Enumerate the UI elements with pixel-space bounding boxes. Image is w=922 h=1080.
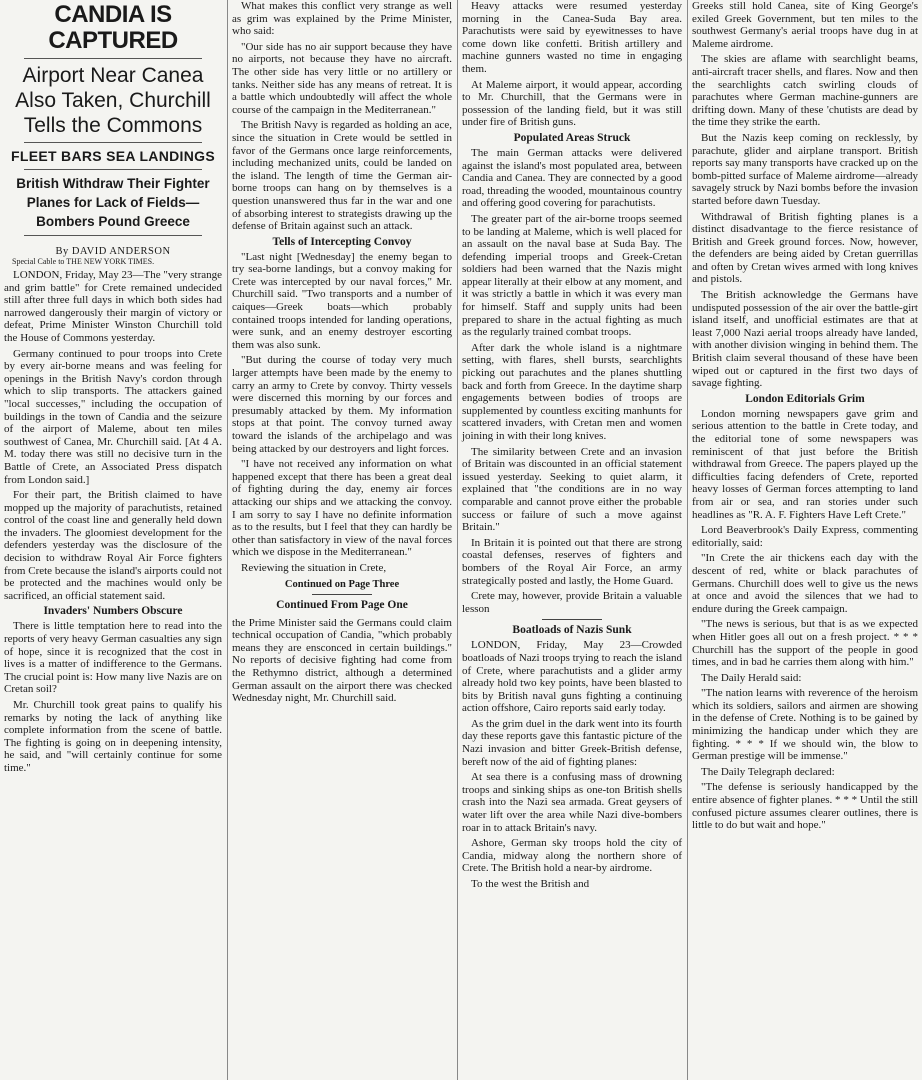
column-3 (458, 0, 686, 1080)
article-paragraph: The British Navy is regarded as holding an ace, since the situation in Crete would be settled in favor of the Germans once large reinforcements, including mechanized units, could be landed on the island. The length of time the German air-borne troops can hang on by themselves is a question unanswered thus far in the war and one of absorbing interest to strategists drawing up the defense of Britain against such an attack. (232, 119, 452, 233)
article-paragraph: At Maleme airport, it would appear, according to Mr. Churchill, that the Germans were in possession of the landing field, but it was still under fire of British guns. (462, 78, 682, 129)
article-paragraph: LONDON, Friday, May 23—Crowded boatloads of Nazi troops trying to reach the island of Crete, where parachutists and a glider army already hold two key points, have been blasted to bits by British naval guns fighting a continuing action offshore, Cairo reports said early today. (462, 639, 682, 715)
column-1 (0, 0, 226, 1080)
article-paragraph: London morning newspapers gave grim and serious attention to the battle in Crete today, and the editorial tone of some newspapers was reminiscent of that just before the British withdrawal from Greece. The papers played up the difficulties facing defenders of Crete, reported heavy losses of German forces attempting to land from air or sea, and ran stories under such headlines as "R. A. F. Fighters Have Left Crete." (692, 407, 918, 521)
deck-headline-2: FLEET BARS SEA LANDINGS (11, 148, 215, 164)
headline-divider (24, 235, 202, 236)
article-paragraph: In Britain it is pointed out that there are strong coastal defenses, reserves of fighters and bombers of the Royal Air Force, an army strategically posted and lastly, the Home Guard. (462, 536, 682, 587)
article-paragraph: "The news is serious, but that is as we expected when Hitler goes all out on a fresh project. * * * Churchill has the support of the people in good times, and in bad he carries them along with him." (692, 618, 918, 669)
article-paragraph: The skies are aflame with searchlight beams, anti-aircraft tracer shells, and flares. Now and then the searchlights catch swirling clouds of parachutes where German machine-gunners are drifting down. Many of these 'chutists are dead by the time they strike the earth. (692, 53, 918, 129)
article-paragraph: The main German attacks were delivered against the island's most populated area, between Candia and Canea. They are connected by a good road, threading the wooded, mountainous country and offering good covering for parachutists. (462, 146, 682, 210)
article-paragraph: The similarity between Crete and an invasion of Britain was discounted in an official statement issued yesterday. Seeking to quiet alarm, it explained that "the conditions are in no way comparable and cannot prove either the probable success or failure of such a move against Britain." (462, 445, 682, 534)
article-paragraph: "The nation learns with reverence of the heroism which its soldiers, sailors and airmen are showing in the defense of Crete. Nothing is to be gained by minimizing the handicap under which they are fighting. * * * If we should win, the blow to German prestige will be immense." (692, 687, 918, 763)
article-paragraph: The Daily Telegraph declared: (701, 765, 835, 778)
article-paragraph: LONDON, Friday, May 23—The "very strange and grim battle" for Crete remained undecided still after three full days in which both sides had narrowed dangerously their margin of victory or defeat, Prime Minister Winston Churchill told the House of Commons yesterday. (4, 269, 222, 344)
article-paragraph: Germany continued to pour troops into Crete by every air-borne means and was feeling for openings in the British Navy's cordon through which to slip transports. The attackers gained "local successes," including the occupation of buildings in the town of Candia and the seizure of the airport of Maleme, about ten miles southwest of Canea, Mr. Churchill said. [At 4 A. M. today there was still no decisive turn in the Battle of Crete, an Associated Press dispatch from London said.] (4, 347, 222, 486)
article-paragraph: What makes this conflict very strange as well as grim was explained by the Prime Minister, who said: (232, 0, 452, 38)
deck-headline-1: Airport Near Canea Also Taken, Churchill Tells the Commons (15, 64, 211, 137)
article-paragraph: As the grim duel in the dark went into its fourth day these reports gave this fantastic picture of the Nazi invasion and bitter Greek-British defense, bereft now of the aid of fighting planes: (462, 717, 682, 768)
continued-on-line: Continued on Page Three (284, 578, 400, 590)
article-paragraph: The Daily Herald said: (701, 671, 802, 684)
subheading: Populated Areas Struck (513, 131, 631, 144)
continued-from-heading: Continued From Page One (276, 598, 408, 611)
article-paragraph: Lord Beaverbrook's Daily Express, commenting editorially, said: (692, 524, 918, 549)
column-4 (688, 0, 922, 1080)
deck-headline-3: British Withdraw Their Fighter Planes for Lack of Fields—Bombers Pound Greece (16, 176, 210, 229)
article-paragraph: Reviewing the situation in Crete, (241, 561, 387, 574)
article-paragraph: the Prime Minister said the Germans could claim technical occupation of Candia, "which probably means they are ensconced in certain buildings." No reports of decisive fighting had come from the Rethymno district, although a determined German assault on the airport there was checked Wednesday night, Mr. Churchill said. (232, 616, 452, 705)
subheading: Tells of Intercepting Convoy (272, 235, 412, 248)
headline-divider (24, 142, 202, 143)
article-paragraph: The greater part of the air-borne troops seemed to be landing at Maleme, which is well placed for an assault on the naval base at Suda Bay. The defending imperial troops and Greek-Cretan soldiers had been warned that the Nazis might appear literally at their elbow at any moment, and it was strictly a battle in which it was every man for himself. Staff and supply units had been prepared to share in the actual fighting as much as the regularly trained combat troops. (462, 212, 682, 339)
article-paragraph: "Our side has no air support because they have no airports, not because they have no aircraft. The other side has very little or no artillery or tanks. Neither side has any means of retreat. It is a battle which undoubtedly will affect the whole course of the campaign in the Mediterranean." (232, 40, 452, 116)
article-paragraph: For their part, the British claimed to have mopped up the majority of parachutists, retained control of the coast line and generally held down the invaders. The gloomiest development for the defenders yesterday was the disclosure of the decision to withdraw Royal Air Force fighters from Crete because the island's airports could not be protected and the machines would only be sacrificed, an official statement said. (4, 489, 222, 602)
article-paragraph: Crete may, however, provide Britain a valuable lesson (462, 590, 682, 615)
main-headline: CANDIA IS CAPTURED (48, 1, 178, 54)
article-paragraph: "Last night [Wednesday] the enemy began to try sea-borne landings, but a convoy making for Crete was intercepted by our naval forces," Mr. Churchill said. "Two transports and a number of caiques—Greek boats—which probably contained troops intended for landing operations, were sunk, and an enemy destroyer escorting them was also sunk. (232, 250, 452, 351)
byline-cable: Special Cable to THE NEW YORK TIMES. (12, 257, 155, 266)
subheading: Boatloads of Nazis Sunk (512, 624, 632, 637)
subheading: Invaders' Numbers Obscure (43, 605, 183, 618)
article-paragraph: Mr. Churchill took great pains to qualify his remarks by noting the lack of anything like complete information from the scene of battle. The fighting is going on in deepening intensity, he said, and "will certainly continue for some time." (4, 699, 222, 774)
subheading: London Editorials Grim (745, 392, 865, 405)
article-paragraph: There is little temptation here to read into the reports of very heavy German casualties any sign of hope, since it is recognized that the cost in lives is a matter of indifference to the Germans. The crucial point is: How many live Nazis are on Cretan soil? (4, 620, 222, 696)
article-paragraph: At sea there is a confusing mass of drowning troops and sinking ships as one-ton British shells crash into the Nazi sea armada. Great geysers of water lift over the area while Nazi dive-bombers roar in to attack Britain's navy. (462, 771, 682, 834)
article-paragraph: After dark the whole island is a nightmare setting, with flares, shell bursts, searchlights picking out parachutes and the planes shuttling back and forth from Greece. In the daytime sharp engagements between bodies of troops are supplemented by countless exciting manhunts for scattered invaders, with Cretan men and women joining in with their long knives. (462, 341, 682, 442)
article-paragraph: Ashore, German sky troops hold the city of Candia, midway along the northern shore of Crete. The British hold a near-by airdrome. (462, 837, 682, 875)
section-divider (312, 594, 372, 595)
article-paragraph: "But during the course of today very much larger attempts have been made by the enemy to carry an army to Crete by convoy. Thirty vessels were discerned this morning by our forces and presumably attacked by them. My information stops at that point. The convoy turned away toward the islands of the archipelago and was being attacked by our destroyers and light forces. (232, 354, 452, 455)
article-paragraph: "I have not received any information on what happened except that there has been a great deal of fighting during the day, enemy air forces attacking our ships and we attacking the convoy. I am sorry to say I have no definite information as to the results, but I feel that they can hardly be other than satisfactory in view of the naval forces which we dispose in the Mediterranean." (232, 458, 452, 559)
article-paragraph: Withdrawal of British fighting planes is a distinct disadvantage to the fierce resistance of British and Greek ground forces. Now, however, the defenders are being aided by Cretan guerrillas and often by Cretan wives armed with long knives and pistols. (692, 210, 918, 286)
article-paragraph: The British acknowledge the Germans have undisputed possession of the air over the battle-girt island itself, and unofficial estimates are that at least 7,000 Nazi aerial troops already have landed, with another division winging in behind them. The British claim several thousand of these have been wiped out or captured in the first two days of savage fighting. (692, 289, 918, 390)
byline-author: By DAVID ANDERSON (55, 246, 171, 257)
column-2 (228, 0, 456, 1080)
headline-divider (24, 169, 202, 170)
article-paragraph: To the west the British and (471, 878, 590, 890)
headline-divider (24, 58, 202, 59)
article-paragraph: But the Nazis keep coming on recklessly, by parachute, glider and airplane transport. British reports say many transports have cracked up on the bomb-pitted surface of Maleme airdrome—already savagely struck by Nazi bombs before the invasion started before dawn Tuesday. (692, 131, 918, 207)
article-paragraph: "In Crete the air thickens each day with the descent of red, white or black parachutes of Germans. Churchill does well to give us the news at once and avoid the silences that we had to endure during the Greek campaign. (692, 552, 918, 615)
article-paragraph: Greeks still hold Canea, site of King George's exiled Greek Government, but ten miles to the southwest Germany's aerial troops have dug in at Maleme airdrome. (692, 0, 918, 50)
article-paragraph: Heavy attacks were resumed yesterday morning in the Canea-Suda Bay area. Parachutists were said by eyewitnesses to have come down like confetti. British artillery and machine gunners wasted no time in engaging them. (462, 0, 682, 75)
section-divider (542, 619, 602, 620)
article-paragraph: "The defense is seriously handicapped by the entire absence of fighter planes. * * * Until the still confused picture assumes clearer outlines, there is little to do but wait and hope." (692, 781, 918, 832)
